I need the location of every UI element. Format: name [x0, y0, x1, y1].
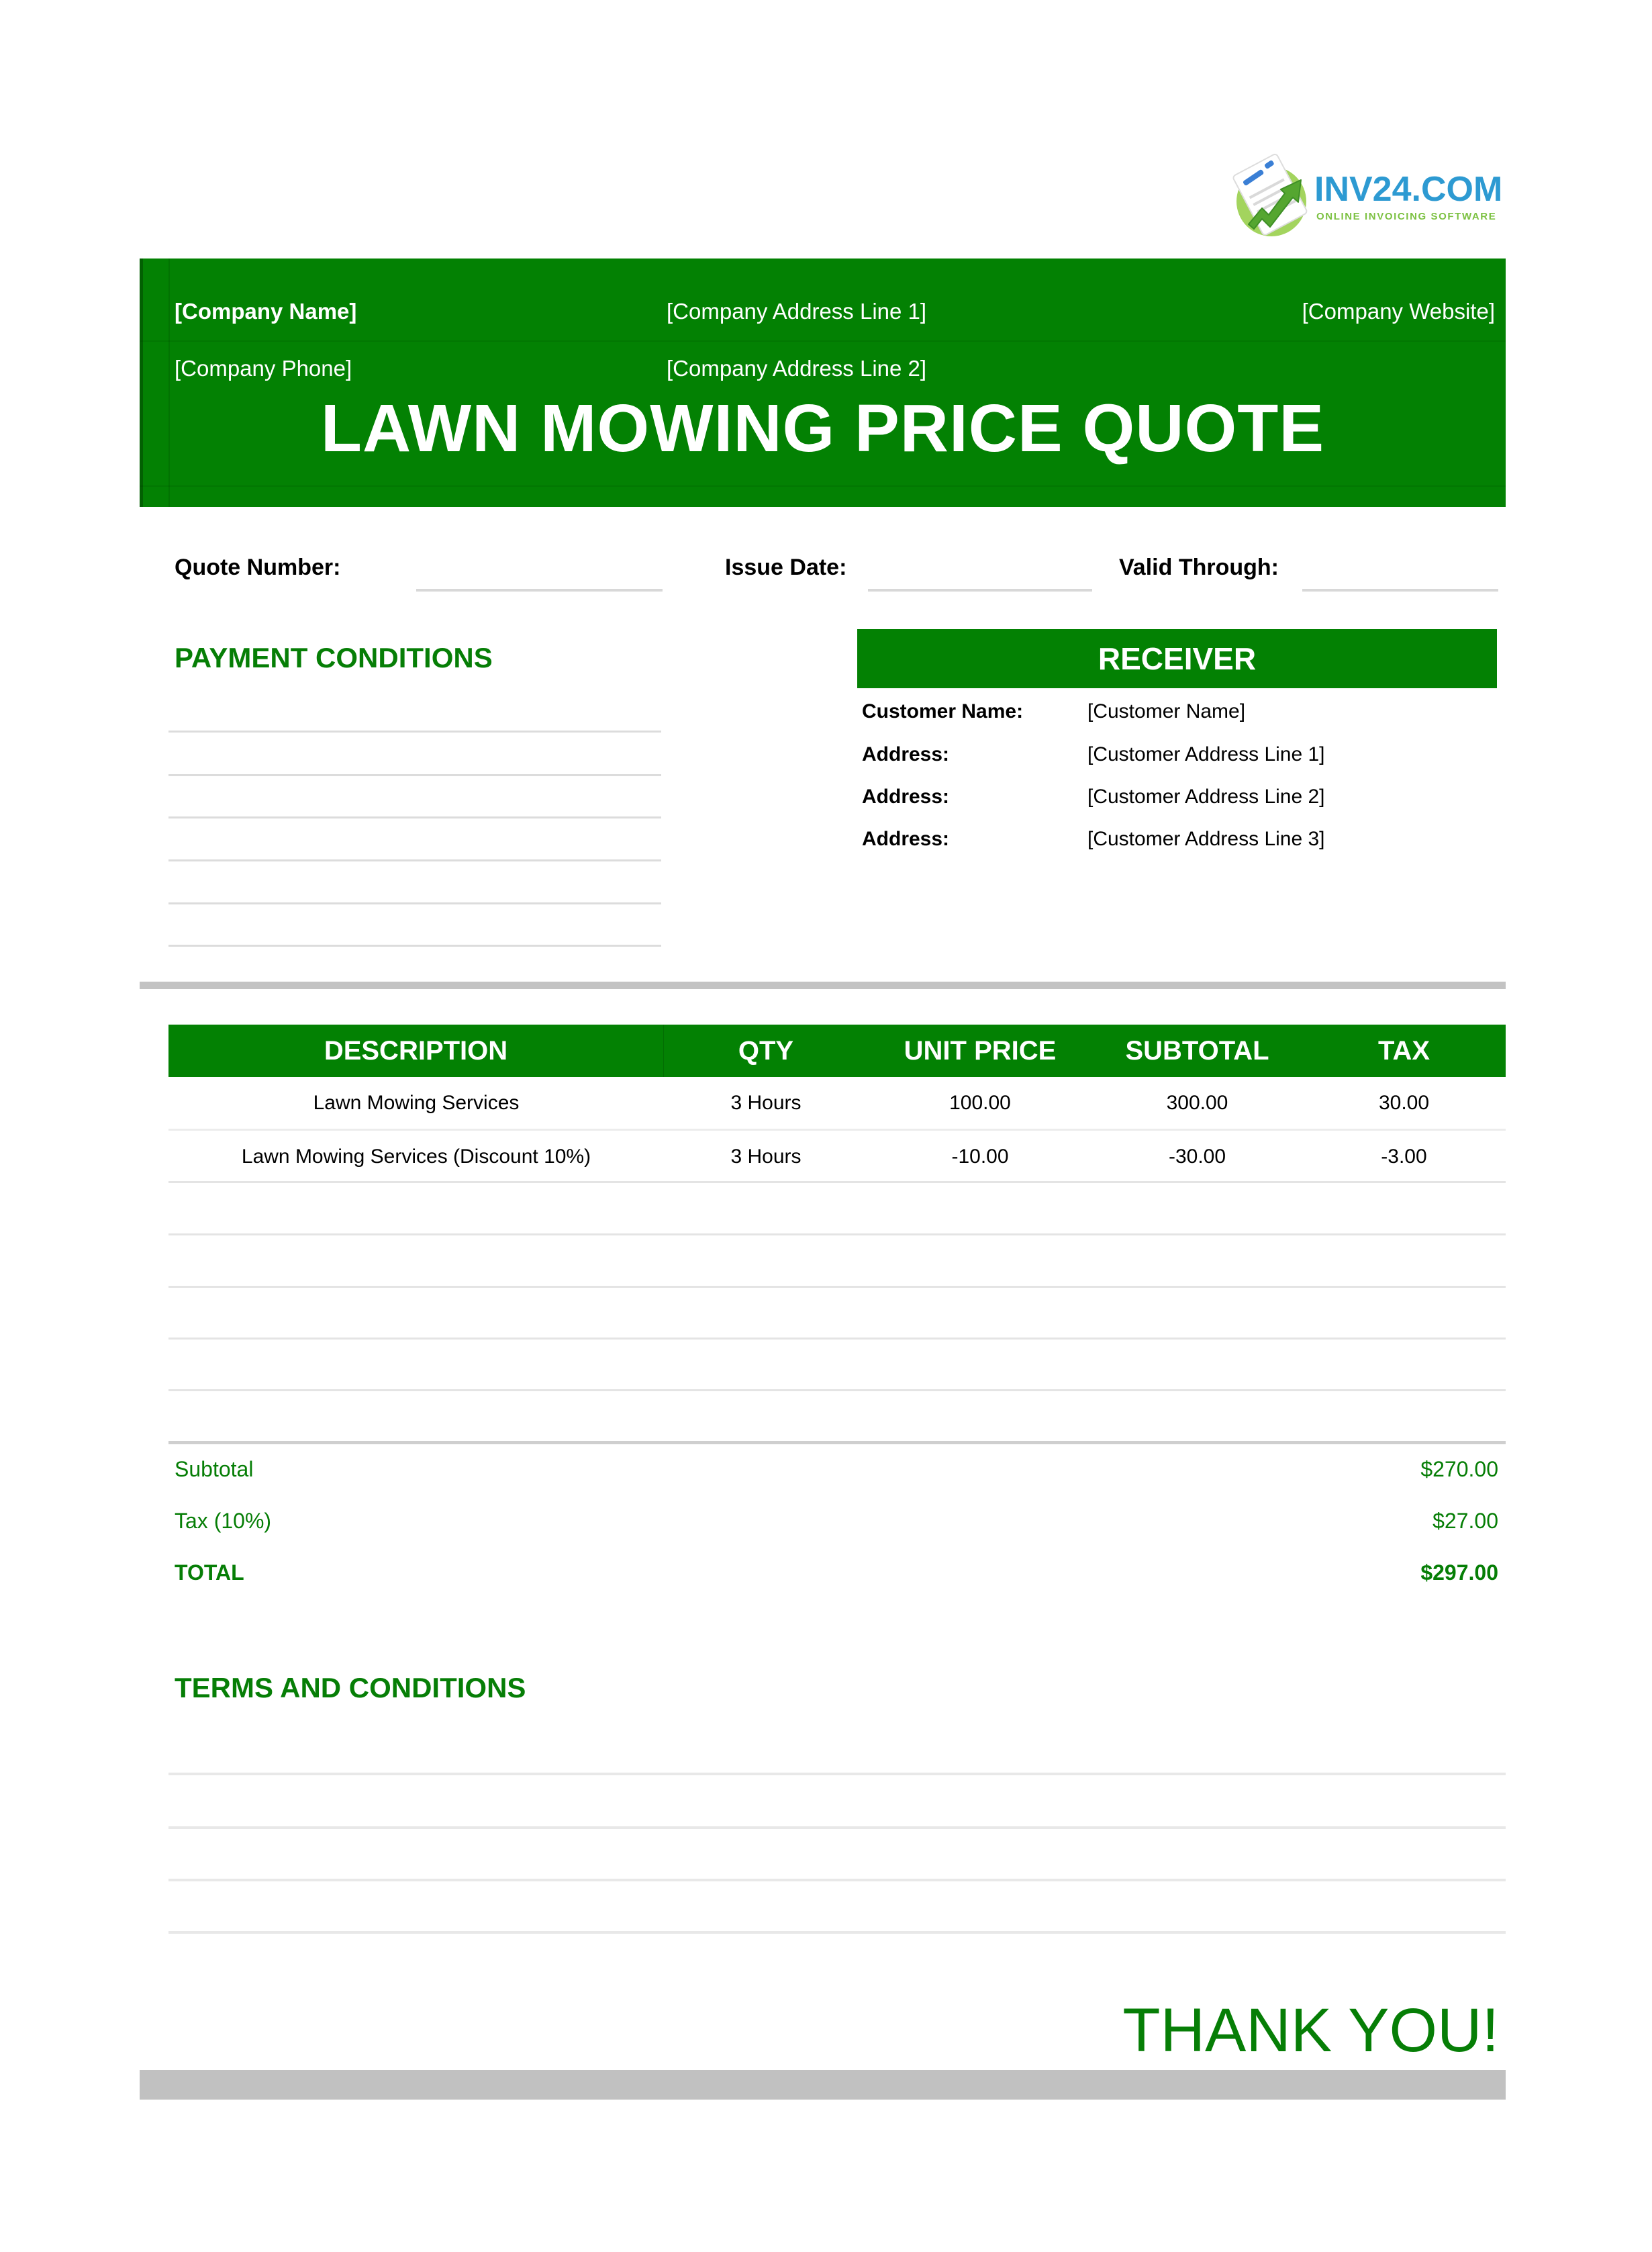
company-website: [Company Website]	[1302, 299, 1495, 324]
payment-conditions-line[interactable]	[168, 902, 661, 904]
item-unit-price: -10.00	[951, 1145, 1009, 1168]
column-header-description: DESCRIPTION	[168, 1025, 664, 1077]
column-header-tax: TAX	[1377, 1036, 1430, 1066]
empty-row-line[interactable]	[168, 1286, 1506, 1288]
terms-line[interactable]	[168, 1931, 1506, 1934]
column-header-unit-price: UNIT PRICE	[904, 1036, 1057, 1066]
company-address-line-1: [Company Address Line 1]	[667, 299, 927, 324]
item-description: Lawn Mowing Services	[313, 1092, 520, 1114]
logo-tagline-text: ONLINE INVOICING SOFTWARE	[1316, 211, 1497, 222]
footer-bar	[140, 2070, 1506, 2100]
row-separator	[168, 1181, 1506, 1183]
payment-conditions-line[interactable]	[168, 816, 661, 818]
subtotal-value: $270.00	[1420, 1457, 1498, 1481]
quote-number-label: Quote Number:	[175, 555, 341, 580]
terms-line[interactable]	[168, 1879, 1506, 1881]
column-header-subtotal: SUBTOTAL	[1125, 1036, 1269, 1066]
quote-number-field[interactable]	[416, 589, 663, 592]
empty-row-line[interactable]	[168, 1389, 1506, 1391]
item-description: Lawn Mowing Services (Discount 10%)	[241, 1145, 591, 1168]
company-header-band	[140, 259, 1506, 507]
section-divider	[140, 982, 1506, 989]
tax-value: $27.00	[1432, 1509, 1498, 1533]
band-left-edge	[140, 259, 143, 507]
table-bottom-divider	[168, 1441, 1506, 1444]
company-address-line-2: [Company Address Line 2]	[667, 356, 927, 381]
item-unit-price: 100.00	[949, 1092, 1011, 1114]
band-row-seam-1	[140, 340, 1506, 342]
item-qty: 3 Hours	[730, 1092, 801, 1114]
payment-conditions-line[interactable]	[168, 731, 661, 733]
issue-date-field[interactable]	[868, 589, 1092, 592]
logo-brand-text: INV24.COM	[1314, 170, 1503, 209]
customer-address-label-1: Address:	[862, 743, 950, 765]
table-row	[168, 1077, 1506, 1129]
total-label: TOTAL	[175, 1560, 244, 1585]
customer-name-value: [Customer Name]	[1087, 700, 1246, 722]
payment-conditions-line[interactable]	[168, 945, 661, 947]
column-header-qty: QTY	[738, 1036, 794, 1066]
empty-row-line[interactable]	[168, 1233, 1506, 1235]
item-tax: -3.00	[1381, 1145, 1427, 1168]
customer-address-value-1: [Customer Address Line 1]	[1087, 743, 1325, 765]
company-name: [Company Name]	[175, 299, 357, 324]
company-phone: [Company Phone]	[175, 356, 352, 381]
total-value: $297.00	[1420, 1560, 1498, 1585]
tax-label: Tax (10%)	[175, 1509, 272, 1533]
band-column-seam	[168, 259, 170, 507]
band-row-seam-2	[140, 485, 1506, 487]
payment-conditions-heading: PAYMENT CONDITIONS	[175, 642, 493, 673]
thank-you-text: THANK YOU!	[1122, 1996, 1499, 2065]
terms-line[interactable]	[168, 1773, 1506, 1775]
customer-address-label-2: Address:	[862, 786, 950, 808]
item-subtotal: 300.00	[1166, 1092, 1228, 1114]
valid-through-label: Valid Through:	[1119, 555, 1279, 580]
inv24-logo	[1223, 149, 1512, 246]
terms-heading: TERMS AND CONDITIONS	[175, 1672, 526, 1703]
terms-line[interactable]	[168, 1826, 1506, 1829]
subtotal-label: Subtotal	[175, 1457, 254, 1481]
customer-address-value-3: [Customer Address Line 3]	[1087, 828, 1325, 850]
empty-row-line[interactable]	[168, 1338, 1506, 1340]
table-row	[168, 1131, 1506, 1183]
item-subtotal: -30.00	[1168, 1145, 1226, 1168]
payment-conditions-line[interactable]	[168, 774, 661, 776]
receiver-heading: RECEIVER	[857, 629, 1497, 688]
customer-address-label-3: Address:	[862, 828, 950, 850]
items-table-header	[168, 1025, 1506, 1077]
document-title: LAWN MOWING PRICE QUOTE	[320, 391, 1325, 466]
item-qty: 3 Hours	[730, 1145, 801, 1168]
payment-conditions-line[interactable]	[168, 859, 661, 861]
item-tax: 30.00	[1378, 1092, 1430, 1114]
customer-address-value-2: [Customer Address Line 2]	[1087, 786, 1325, 808]
customer-name-label: Customer Name:	[862, 700, 1024, 722]
valid-through-field[interactable]	[1302, 589, 1498, 592]
invoice-growth-icon	[1223, 149, 1324, 243]
issue-date-label: Issue Date:	[725, 555, 847, 580]
